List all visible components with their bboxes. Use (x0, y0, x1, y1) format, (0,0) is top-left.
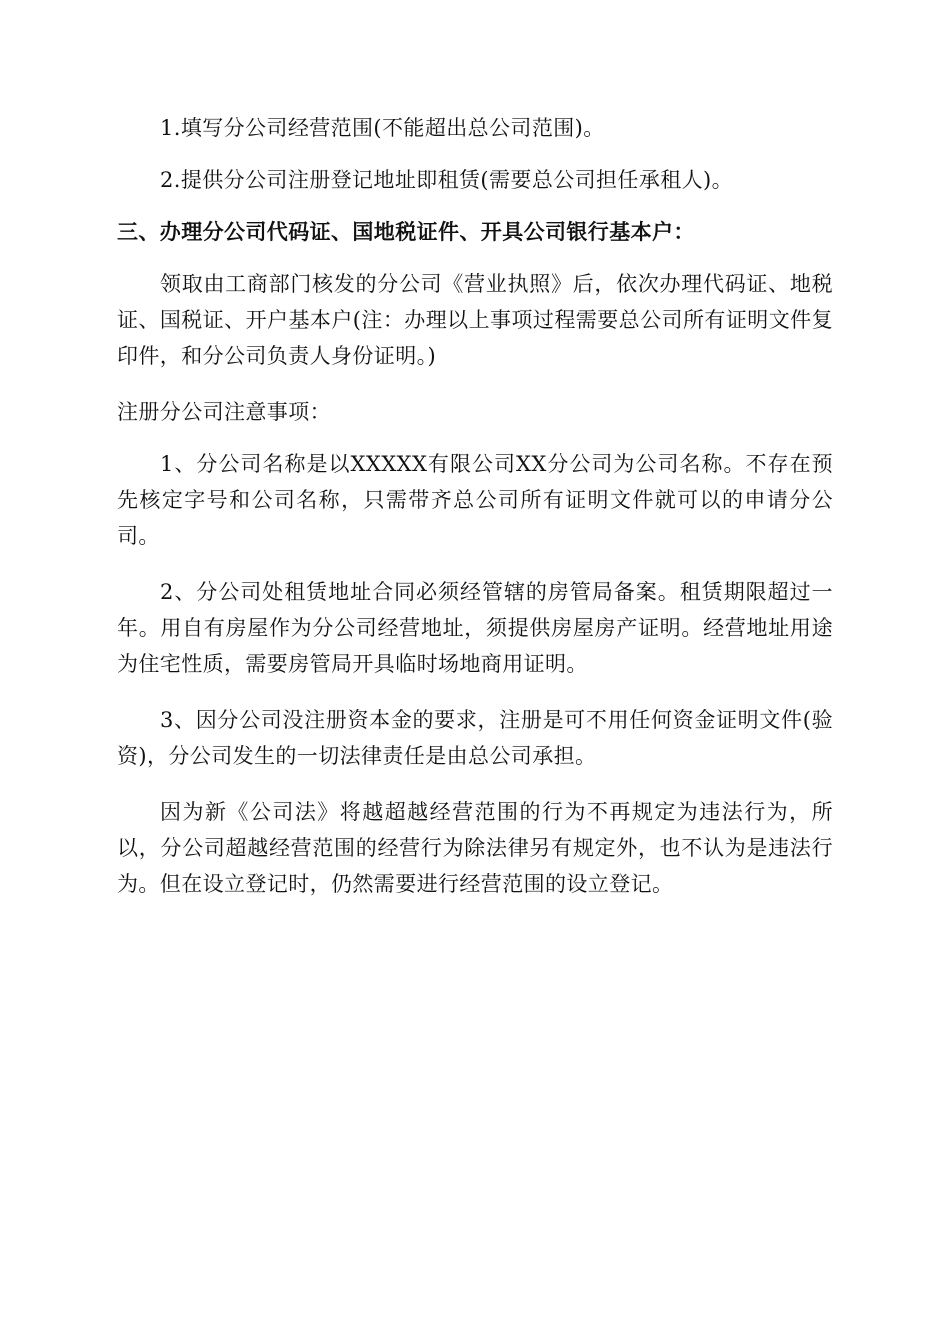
notes-heading: 注册分公司注意事项： (117, 400, 331, 424)
item-fill-business-scope: 1.填写分公司经营范围(不能超出总公司范围)。 (160, 116, 605, 140)
document-body (117, 110, 833, 902)
note-item-2: 2、分公司处租赁地址合同必须经管辖的房管局备案。租赁期限超过一年。用自有房屋作为分公司经营地址，须提供房屋房产证明。经营地址用途为住宅性质，需要房管局开具临时场地商用证明。 (117, 580, 833, 676)
paragraph-license-procedures: 领取由工商部门核发的分公司《营业执照》后，依次办理代码证、地税证、国税证、开户基本户(注：办理以上事项过程需要总公司所有证明文件复印件，和分公司负责人身份证明。) (117, 272, 833, 368)
section-heading-three: 三、办理分公司代码证、国地税证件、开具公司银行基本户： (117, 220, 695, 244)
item-provide-registered-address: 2.提供分公司注册登记地址即租赁(需要总公司担任承租人)。 (160, 168, 734, 192)
paragraph-company-law: 因为新《公司法》将越超越经营范围的行为不再规定为违法行为，所以，分公司超越经营范围的经营行为除法律另有规定外，也不认为是违法行为。但在设立登记时，仍然需要进行经营范围的设立登记。 (117, 800, 833, 896)
note-item-3: 3、因分公司没注册资本金的要求，注册是可不用任何资金证明文件(验资)，分公司发生的一切法律责任是由总公司承担。 (117, 708, 833, 768)
note-item-1: 1、分公司名称是以XXXXX有限公司XX分公司为公司名称。不存在预先核定字号和公司名称，只需带齐总公司所有证明文件就可以的申请分公司。 (117, 452, 833, 548)
